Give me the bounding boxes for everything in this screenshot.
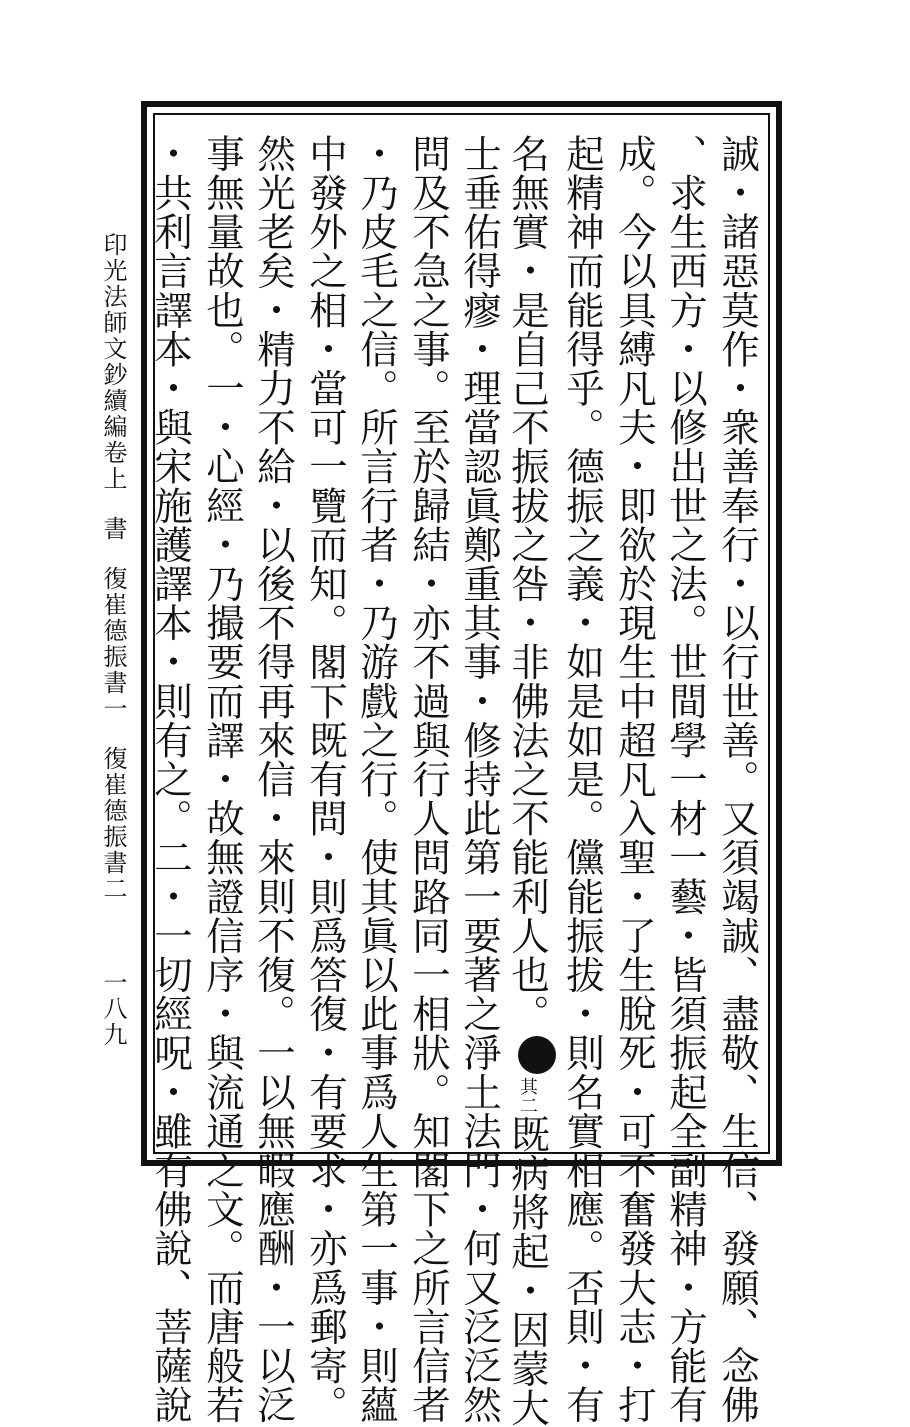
letter-title-1: 復崔德振書一 — [99, 566, 127, 722]
section-label: 書 — [99, 516, 127, 542]
text-column-7: 問及不急之事。至於歸結・亦不過與行人問路同一相狀。知閣下之所言信者 — [406, 134, 451, 1425]
text-column-5-head: 名無實・是自己不振拔之咎・非佛法之不能利人也。 — [505, 134, 550, 1034]
text-column-11: 事無量故也。一・心經・乃撮要而譯・故無證信序・與流通之文。而唐般若 — [200, 134, 245, 1425]
letter-title-2: 復崔德振書二 — [99, 746, 127, 902]
text-column-5-tail: 既病將起・因蒙大 — [505, 1114, 550, 1427]
text-column-1: 誠・諸惡莫作・衆善奉行・以行世善。又須竭誠、盡敬、生信、發願、念佛 — [715, 134, 760, 1425]
book-title: 印光法師文鈔續編卷上 — [99, 232, 127, 492]
text-column-12: ・共利言譯本・與宋施護譯本・則有之。二・一切經呪・雖有佛說、菩薩說 — [148, 134, 193, 1425]
page-number: 一八九 — [99, 970, 127, 1048]
inline-note — [518, 1077, 536, 1114]
text-column-9: 中發外之相・當可一覽而知。閣下既有問・則爲答復・有要求・亦爲郵寄。 — [303, 134, 348, 1425]
text-column-6: 士垂佑得瘳・理當認眞鄭重其事・修持此第一要著之淨土法門・何又泛泛然 — [457, 134, 502, 1425]
text-column-3: 成。今以具縛凡夫・即欲於現生中超凡入聖・了生脫死・可不奮發大志・打 — [612, 134, 657, 1425]
inline-note-bottom: 二 — [517, 1095, 538, 1115]
text-column-5 — [505, 134, 556, 1427]
inline-note-top: 其 — [517, 1077, 538, 1096]
running-head — [98, 232, 128, 902]
text-column-2: 、求生西方・以修出世之法。世間學一材一藝・皆須振起全副精神・方能有 — [663, 134, 708, 1425]
text-column-10: 然光老矣・精力不給・以後不得再來信・來則不復。一以無暇應酬・一以泛 — [251, 134, 296, 1425]
text-column-8: ・乃皮毛之信。所言行者・乃游戲之行。使其眞以此事爲人生第一事・則蘊 — [354, 134, 399, 1425]
section-bullet-icon — [518, 1036, 556, 1074]
text-column-4: 起精神而能得乎。德振之義・如是如是。儻能振拔・則名實相應。否則・有 — [560, 134, 605, 1425]
